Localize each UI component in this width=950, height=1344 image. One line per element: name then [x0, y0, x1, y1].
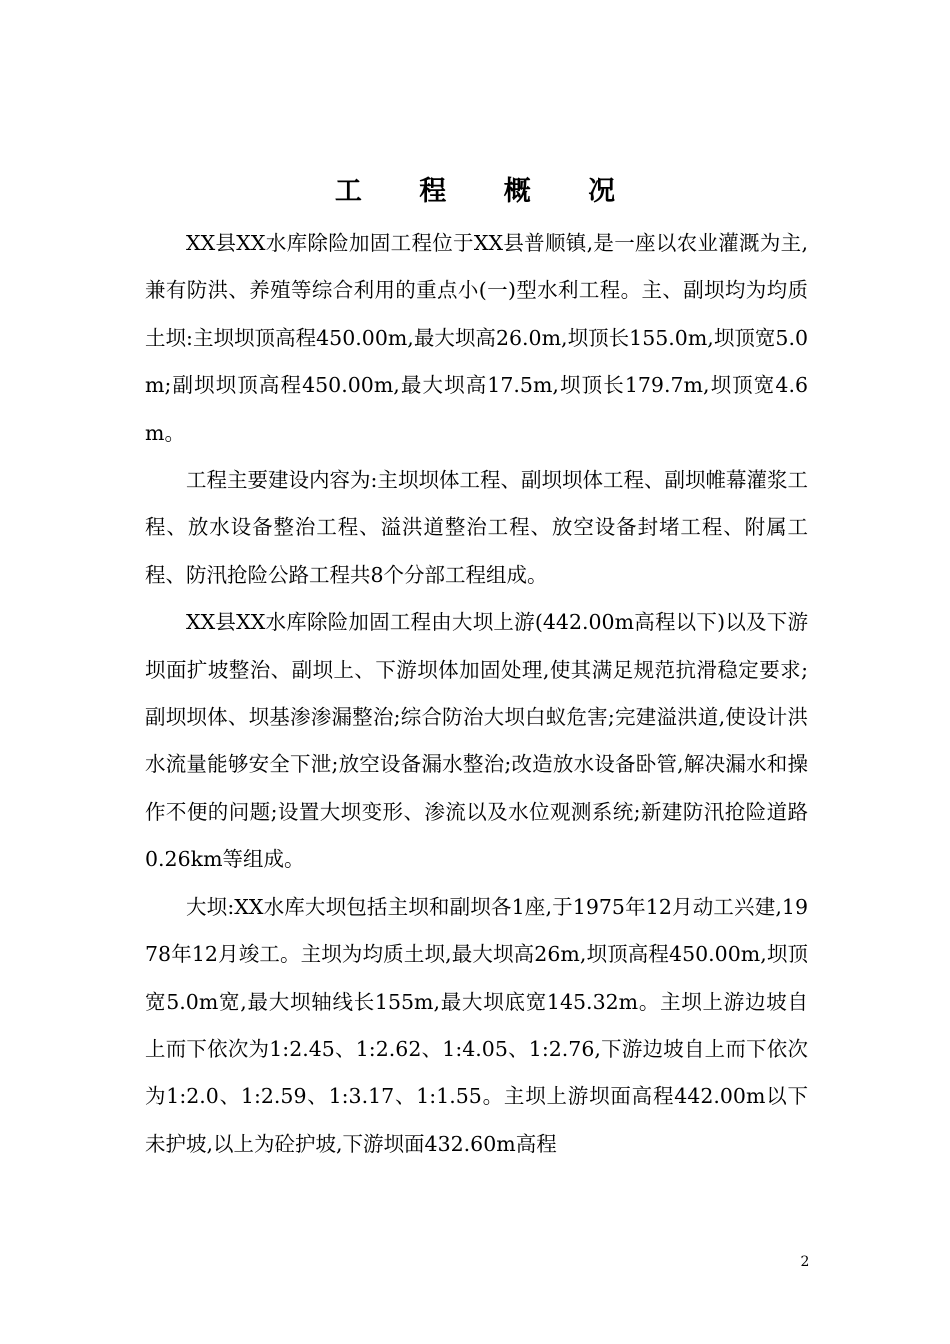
paragraph-construction-content: 工程主要建设内容为:主坝坝体工程、副坝坝体工程、副坝帷幕灌浆工程、放水设备整治工程、溢洪道整治工程、放空设备封堵工程、附属工程、防汛抢险公路工程共8个分部工程组成。: [145, 468, 808, 587]
paragraph-dam-description: 大坝:XX水库大坝包括主坝和副坝各1座,于1975年12月动工兴建,1978年12月竣工。主坝为均质土坝,最大坝高26m,坝顶高程450.00m,坝顶宽5.0m宽,最大坝轴线长155m,最大坝底宽145.32m。主坝上游边坡自上而下依次为1:2.45、1:2.62、1:4.05、1:2.76,下游边坡自上而下依次为1:2.0、1:2.59、1:3.17、1:1.55。主坝上游坝面高程442.00m以下未护坡,以上为砼护坡,下游坝面432.60m高程: [145, 894, 808, 1156]
document-body: [145, 220, 808, 1168]
paragraph-overview: XX县XX水库除险加固工程位于XX县普顺镇,是一座以农业灌溉为主,兼有防洪、养殖等综合利用的重点小(一)型水利工程。主、副坝均为均质土坝:主坝坝顶高程450.00m,最大坝高26.0m,坝顶长155.0m,坝顶宽5.0m;副坝坝顶高程450.00m,最大坝高17.5m,坝顶长179.7m,坝顶宽4.6m。: [145, 231, 808, 445]
page-number: 2: [800, 1254, 810, 1270]
page-title: 工 程 概 况: [334, 176, 640, 207]
paragraph-reinforcement-scope: XX县XX水库除险加固工程由大坝上游(442.00m高程以下)以及下游坝面扩坡整治、副坝上、下游坝体加固处理,使其满足规范抗滑稳定要求;副坝坝体、坝基渗渗漏整治;综合防治大坝白蚁危害;完建溢洪道,使设计洪水流量能够安全下泄;放空设备漏水整治;改造放水设备卧管,解决漏水和操作不便的问题;设置大坝变形、渗流以及水位观测系统;新建防汛抢险道路0.26km等组成。: [145, 610, 808, 872]
